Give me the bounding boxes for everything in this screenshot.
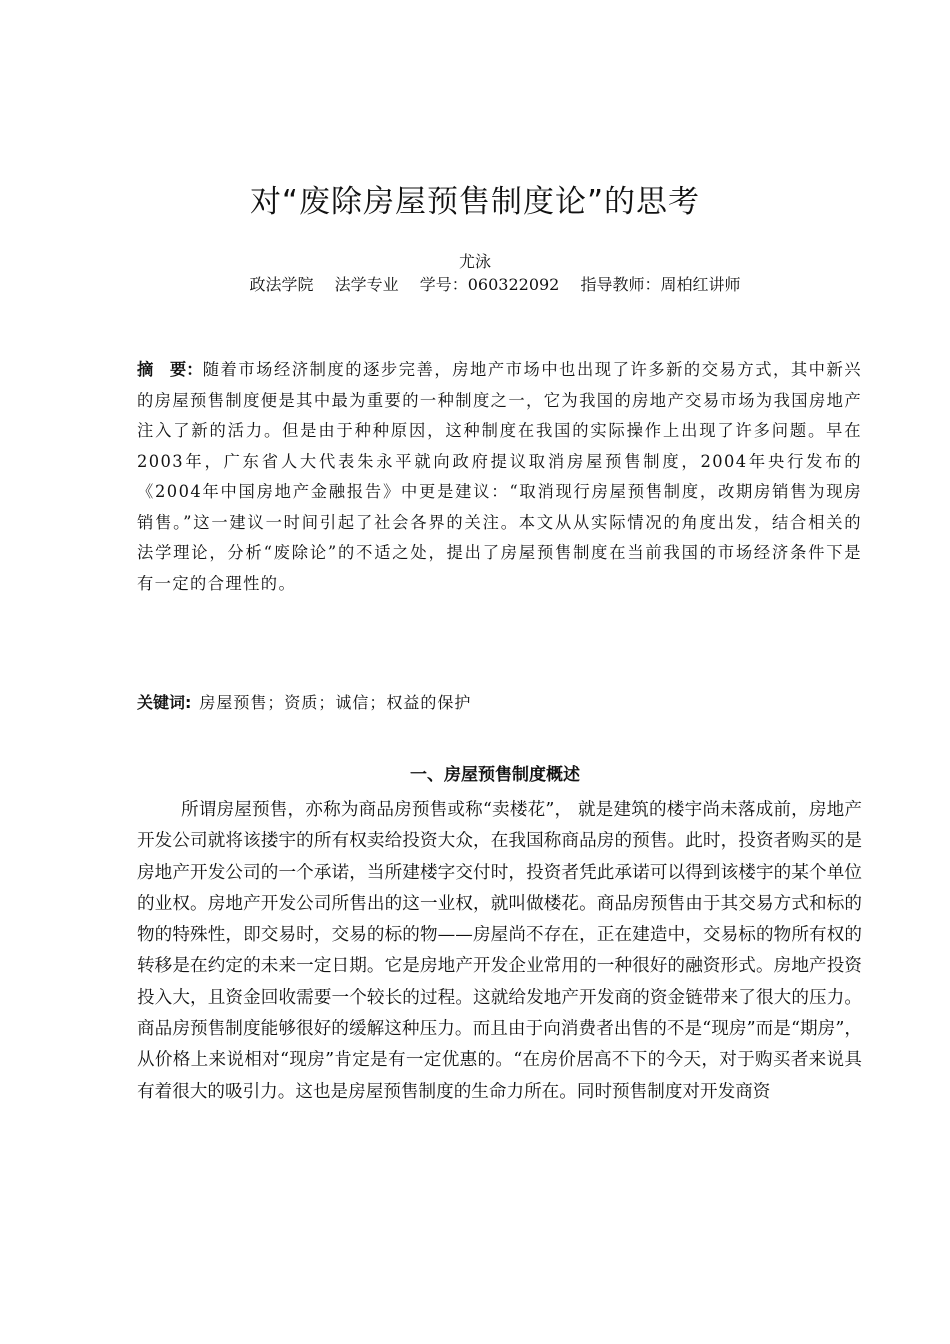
abstract-text: 随着市场经济制度的逐步完善，房地产市场中也出现了许多新的交易方式，其中新兴的房屋预售制度便是其中最为重要的一种制度之一，它为我国的房地产交易市场为我国房地产注入了新的活力。但是由于种种原因，这种制度在我国的实际操作上出现了许多问题。早在2003年，广东省人大代表朱永平就向政府提议取消房屋预售制度，2004年央行发布的《2004年中国房地产金融报告》中更是建议：“取消现行房屋预售制度，改期房销售为现房销售。”这一建议一时间引起了社会各界的关注。本文从从实际情况的角度出发，结合相关的法学理论，分析“废除论”的不适之处，提出了房屋预售制度在当前我国的市场经济条件下是有一定的合理性的。 bbox=[137, 360, 862, 593]
section-body bbox=[137, 795, 862, 1108]
paper-title: 对“废除房屋预售制度论”的思考 bbox=[249, 184, 701, 220]
body-paragraph: 所谓房屋预售，亦称为商品房预售或称“卖楼花”， 就是建筑的楼宇尚未落成前，房地产开发公司就将该搂宇的所有权卖给投资大众，在我国称商品房的预售。此时，投资者购买的是房地产开发公司的一个承诺，当所建楼字交付时，投资者凭此承诺可以得到该楼宇的某个单位的业权。房地产开发公司所售出的这一业权，就叫做楼花。商品房预售由于其交易方式和标的物的特殊性，即交易时，交易的标的物——房屋尚不存在，正在建造中，交易标的物所有权的转移是在约定的未来一定日期。它是房地产开发企业常用的一种很好的融资形式。房地产投资投入大，且资金回收需要一个较长的过程。这就给发地产开发商的资金链带来了很大的压力。商品房预售制度能够很好的缓解这种压力。而且由于向消费者出售的不是“现房”而是“期房”，从价格上来说相对“现房”肯定是有一定优惠的。“在房价居高不下的今天，对于购买者来说具有着很大的吸引力。这也是房屋预售制度的生命力所在。同时预售制度对开发商资 bbox=[137, 800, 862, 1102]
section-heading: 一、房屋预售制度概述 bbox=[410, 765, 580, 785]
major-name: 法学专业 bbox=[334, 275, 399, 294]
author-affiliation bbox=[0, 273, 950, 297]
college-name: 政法学院 bbox=[249, 275, 314, 294]
abstract-block bbox=[137, 355, 862, 599]
keywords-text: 房屋预售；资质；诚信；权益的保护 bbox=[199, 693, 472, 712]
author-name: 尤泳 bbox=[458, 252, 491, 271]
advisor-name: 指导教师：周柏红讲师 bbox=[580, 275, 741, 294]
abstract-label: 摘 要： bbox=[137, 360, 203, 379]
keywords-block bbox=[137, 690, 862, 716]
keywords-label: 关键词: bbox=[137, 693, 192, 712]
student-id: 学号：060322092 bbox=[419, 275, 560, 294]
